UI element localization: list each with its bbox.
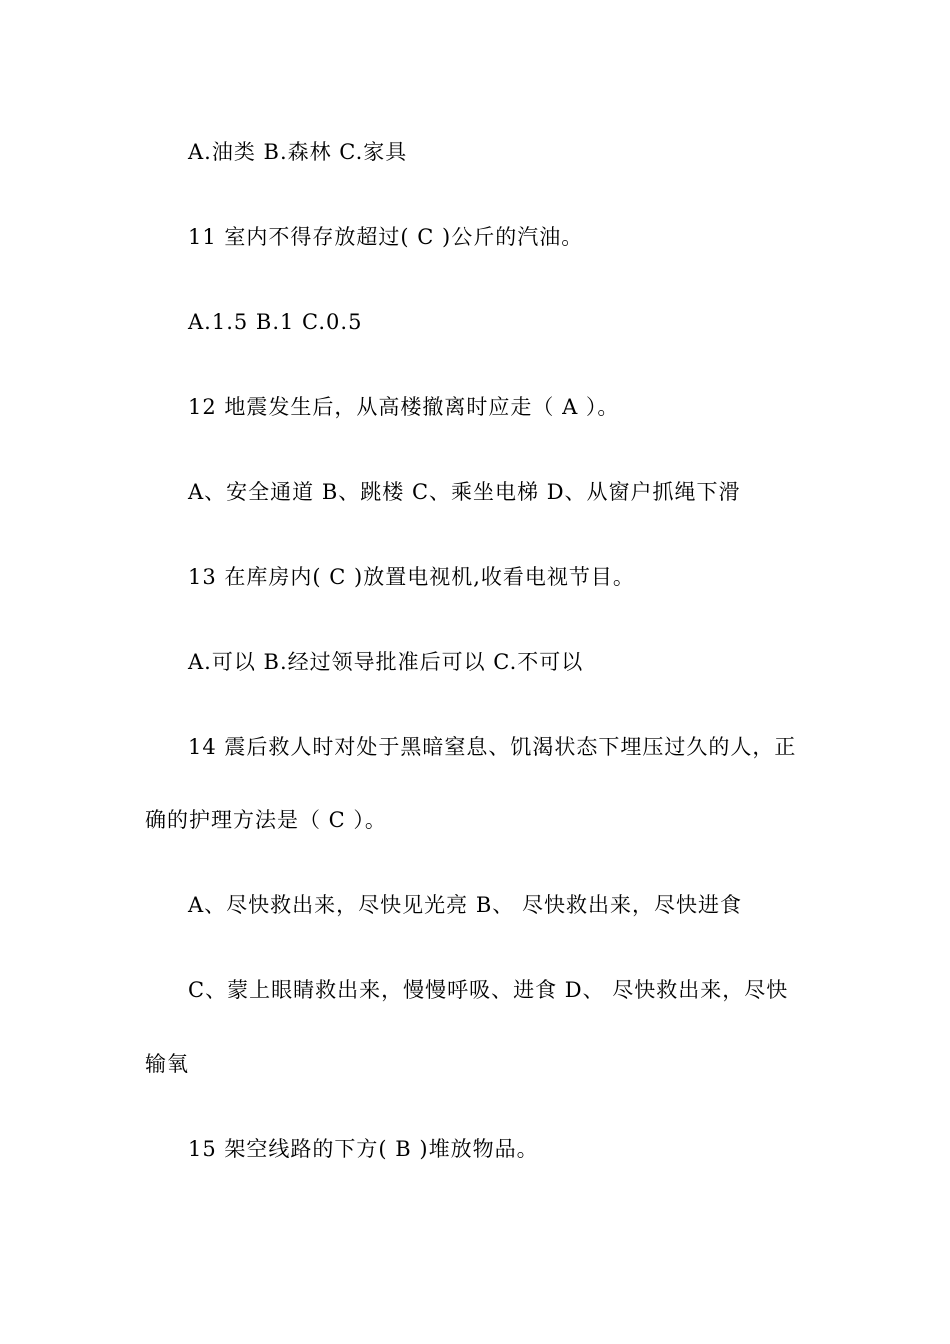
option-line-q10: A.油类 B.森林 C.家具 (188, 140, 408, 164)
question-14-line-1: 14 震后救人时对处于黑暗窒息、饥渴状态下埋压过久的人，正 (188, 735, 797, 759)
question-11: 11 室内不得存放超过( C )公斤的汽油。 (188, 225, 584, 249)
option-line-q14-a-b: A、尽快救出来，尽快见光亮 B、 尽快救出来，尽快进食 (188, 893, 742, 917)
question-14-line-2: 确的护理方法是（ C ）。 (145, 808, 387, 832)
option-line-q12: A、安全通道 B、跳楼 C、乘坐电梯 D、从窗户抓绳下滑 (188, 480, 741, 504)
question-15: 15 架空线路的下方( B )堆放物品。 (188, 1137, 539, 1161)
question-12: 12 地震发生后，从高楼撤离时应走（ A ）。 (188, 395, 620, 419)
option-line-q11: A.1.5 B.1 C.0.5 (188, 310, 363, 334)
question-13: 13 在库房内( C )放置电视机,收看电视节目。 (188, 565, 635, 589)
option-line-q14-c-d: C、蒙上眼睛救出来，慢慢呼吸、进食 D、 尽快救出来，尽快 (188, 978, 789, 1002)
option-line-q14-continuation: 输氧 (145, 1052, 189, 1076)
option-line-q13: A.可以 B.经过领导批准后可以 C.不可以 (188, 650, 584, 674)
